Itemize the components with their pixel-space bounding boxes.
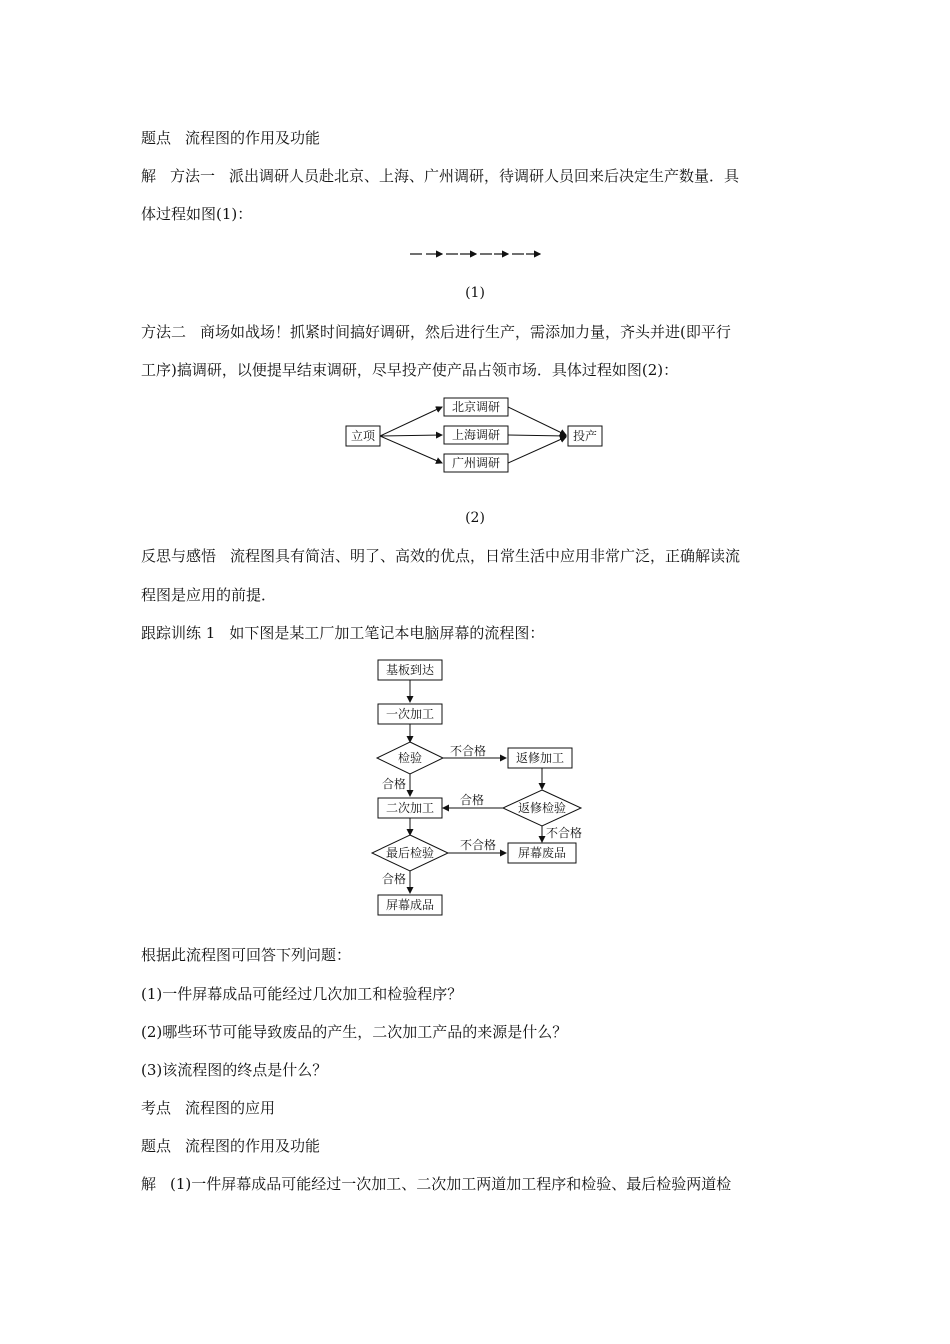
edge-label-fail-2: 不合格	[546, 826, 583, 840]
line-topic-2	[141, 1136, 320, 1156]
line-method-1-cont	[141, 204, 252, 224]
node-rework-label: 返修加工	[515, 751, 565, 765]
edge-label-pass-2: 合格	[460, 793, 485, 807]
topic-2-text: 流程图的作用及功能	[185, 1137, 321, 1155]
line-solution-2	[141, 1174, 731, 1194]
edge-label-pass-3: 合格	[382, 872, 407, 886]
reflection-text-cont: 程图是应用的前提．	[141, 586, 277, 604]
figure-1-sequence	[400, 244, 550, 264]
node-substrate-arrival-label: 基板到达	[385, 663, 435, 677]
figure-2-caption: (2)	[465, 510, 485, 526]
reflection-label: 反思与感悟	[141, 547, 217, 565]
node-screen-waste-label: 屏幕废品	[517, 846, 567, 860]
topic-text: 流程图的作用及功能	[185, 129, 321, 147]
topic-2-label: 题点	[141, 1137, 172, 1155]
node-first-processing-label: 一次加工	[385, 707, 435, 721]
solution-2-label: 解	[141, 1175, 157, 1193]
node-end-label: 投产	[572, 429, 598, 443]
edge-label-fail-1: 不合格	[450, 744, 487, 758]
line-solution-method-1	[141, 166, 739, 186]
node-start-label: 立项	[350, 429, 376, 443]
question-intro: 根据此流程图可回答下列问题：	[141, 946, 352, 964]
node-branch-3-label: 广州调研	[451, 456, 501, 470]
exam-point-label: 考点	[141, 1099, 172, 1117]
method-2-text: 商场如战场！抓紧时间搞好调研，然后进行生产，需添加力量，齐头并进(即平行	[200, 323, 731, 341]
method-2-label: 方法二	[141, 323, 187, 341]
node-screen-product-label: 屏幕成品	[385, 898, 435, 912]
line-method-2-cont	[141, 360, 678, 380]
figure-1-caption: (1)	[465, 285, 485, 301]
node-branch-2-label: 上海调研	[451, 428, 501, 442]
node-final-inspection-label: 最后检验	[385, 846, 435, 860]
line-question-2	[141, 1022, 567, 1042]
edge-label-fail-3: 不合格	[460, 838, 497, 852]
line-question-3	[141, 1060, 327, 1080]
solution-label: 解	[141, 167, 157, 185]
exercise-label: 跟踪训练 1	[141, 624, 216, 642]
method-text: 派出调研人员赴北京、上海、广州调研，待调研人员回来后决定生产数量．具	[229, 167, 740, 185]
line-reflection	[141, 546, 740, 566]
node-rework-inspection-label: 返修检验	[517, 801, 567, 815]
exam-point-text: 流程图的应用	[185, 1099, 276, 1117]
question-3: (3)该流程图的终点是什么？	[141, 1061, 328, 1079]
node-inspection-label: 检验	[397, 751, 423, 765]
line-exam-point	[141, 1098, 275, 1118]
method-text-cont: 体过程如图(1)：	[141, 205, 253, 223]
question-2: (2)哪些环节可能导致废品的产生，二次加工产品的来源是什么？	[141, 1023, 568, 1041]
line-exercise	[141, 623, 544, 643]
exercise-text: 如下图是某工厂加工笔记本电脑屏幕的流程图：	[229, 624, 545, 642]
line-topic-1	[141, 128, 320, 148]
line-question-1	[141, 984, 462, 1004]
line-method-2	[141, 322, 731, 342]
method-label: 方法一	[170, 167, 216, 185]
node-branch-1-label: 北京调研	[451, 400, 501, 414]
method-2-text-cont: 工序)搞调研，以便提早结束调研，尽早投产使产品占领市场．具体过程如图(2)：	[141, 361, 679, 379]
edge-label-pass-1: 合格	[382, 777, 407, 791]
line-question-intro	[141, 945, 351, 965]
figure-3-flowchart	[360, 655, 600, 920]
node-second-processing-label: 二次加工	[385, 801, 435, 815]
line-reflection-cont	[141, 585, 276, 605]
reflection-text: 流程图具有简洁、明了、高效的优点，日常生活中应用非常广泛，正确解读流	[230, 547, 741, 565]
topic-label: 题点	[141, 129, 172, 147]
figure-2-parallel-flow	[340, 392, 620, 482]
solution-2-text: (1)一件屏幕成品可能经过一次加工、二次加工两道加工程序和检验、最后检验两道检	[170, 1175, 732, 1193]
question-1: (1)一件屏幕成品可能经过几次加工和检验程序？	[141, 985, 463, 1003]
